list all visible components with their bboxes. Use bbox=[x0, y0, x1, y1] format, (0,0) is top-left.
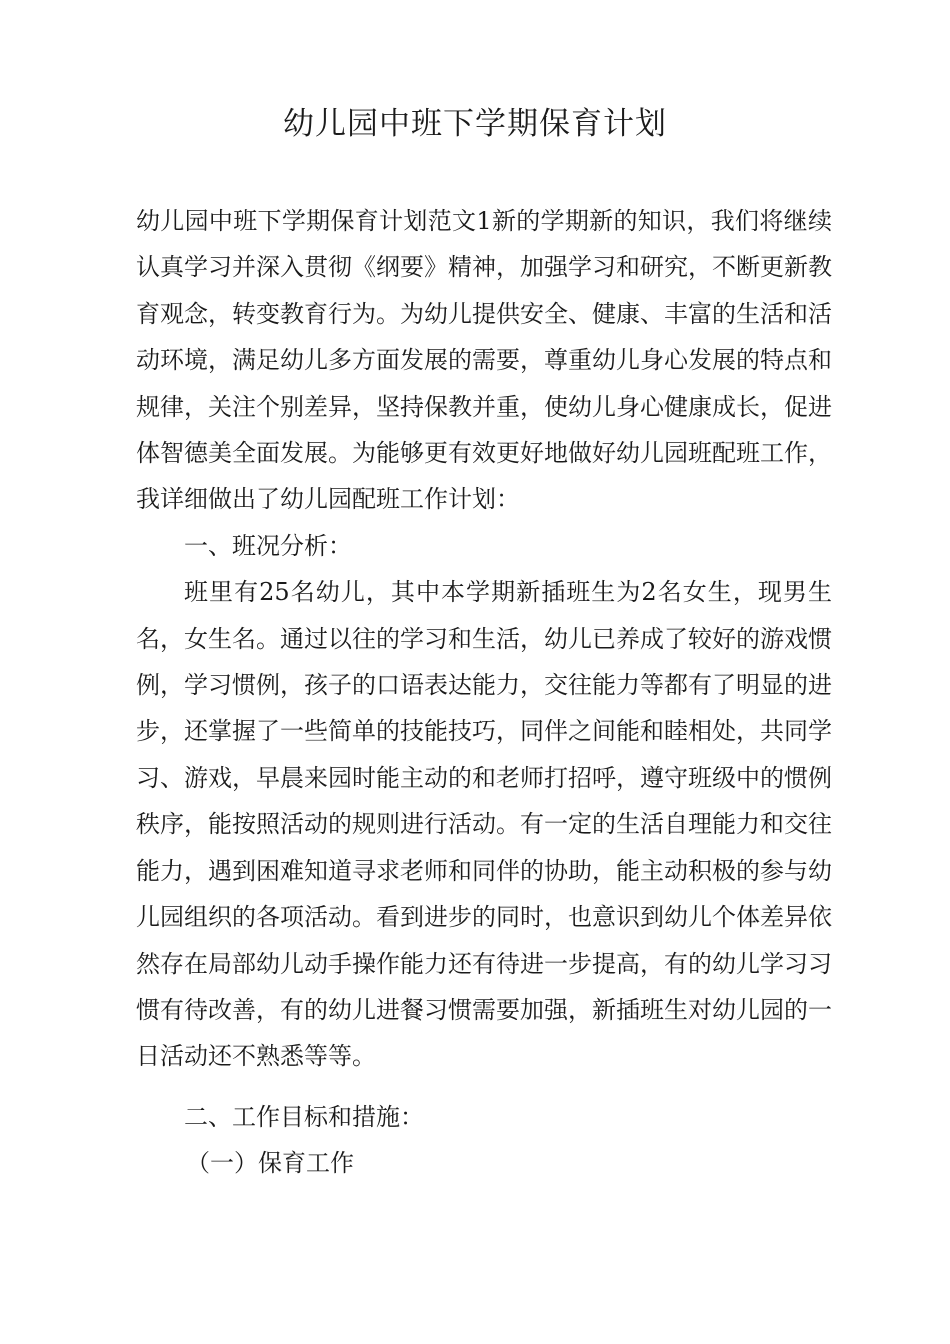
subsection-heading-childcare: （一）保育工作 bbox=[186, 1149, 354, 1178]
document-body bbox=[136, 198, 832, 1187]
class-analysis-paragraph: 班里有25名幼儿，其中本学期新插班生为2名女生，现男生名，女生名。通过以往的学习和生活，幼儿已养成了较好的游戏惯例，学习惯例，孩子的口语表达能力，交往能力等都有了明显的进步，还掌握了一些简单的技能技巧，同伴之间能和睦相处，共同学习、游戏，早晨来园时能主动的和老师打招呼，遵守班级中的惯例秩序，能按照活动的规则进行活动。有一定的生活自理能力和交往能力，遇到困难知道寻求老师和同伴的协助，能主动积极的参与幼儿园组织的各项活动。看到进步的同时，也意识到幼儿个体差异依然存在局部幼儿动手操作能力还有待进一步提高，有的幼儿学习习惯有待改善，有的幼儿进餐习惯需要加强，新插班生对幼儿园的一日活动还不熟悉等等。 bbox=[136, 578, 832, 1071]
section-heading-goals-measures: 二、工作目标和措施： bbox=[184, 1102, 424, 1131]
intro-paragraph: 幼儿园中班下学期保育计划范文1新的学期新的知识，我们将继续认真学习并深入贯彻《纲要》精神，加强学习和研究，不断更新教育观念，转变教育行为。为幼儿提供安全、健康、丰富的生活和活动环境，满足幼儿多方面发展的需要，尊重幼儿身心发展的特点和规律，关注个别差异，坚持保教并重，使幼儿身心健康成长，促进体智德美全面发展。为能够更有效更好地做好幼儿园班配班工作，我详细做出了幼儿园配班工作计划： bbox=[136, 207, 832, 514]
section-heading-class-analysis: 一、班况分析： bbox=[184, 531, 352, 560]
paragraph-gap bbox=[136, 1080, 832, 1094]
document-title: 幼儿园中班下学期保育计划 bbox=[283, 106, 667, 142]
